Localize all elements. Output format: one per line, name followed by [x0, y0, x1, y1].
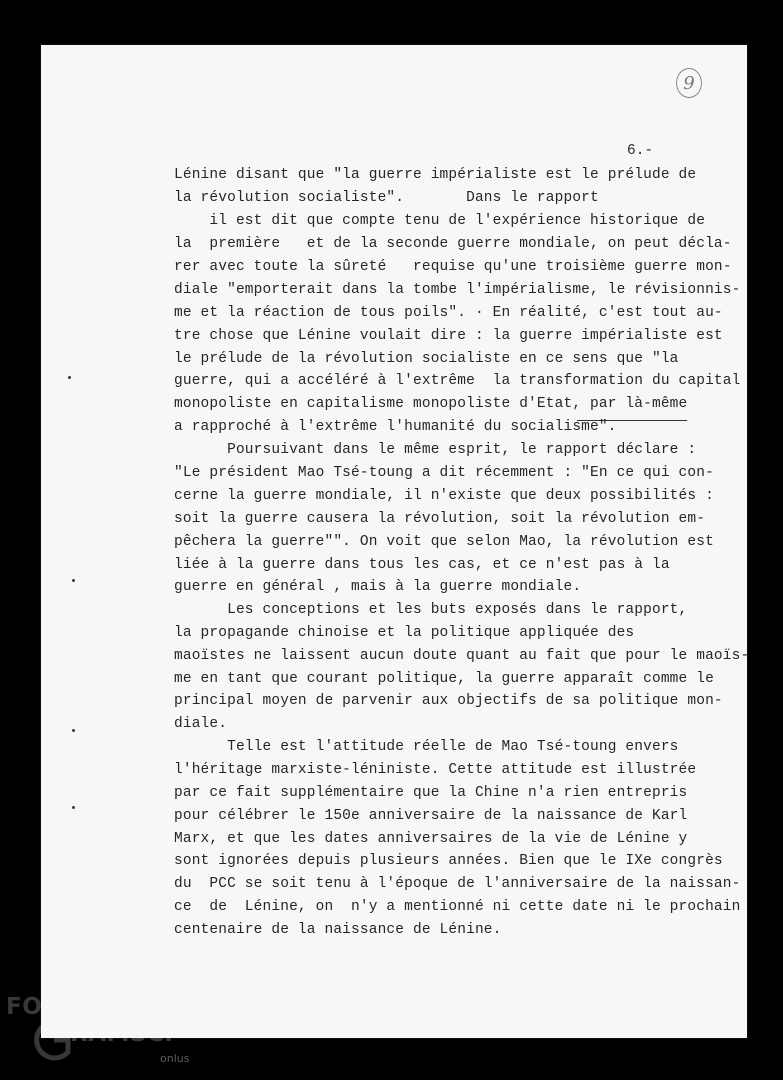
text-line: par ce fait supplémentaire que la Chine n'a rien entrepris — [174, 785, 688, 801]
text-line: la propagande chinoise et la politique appliquée des — [174, 625, 635, 641]
text-line: sont ignorées depuis plusieurs années. Bien que le IXe congrès — [174, 853, 723, 869]
text-line: il est dit que compte tenu de l'expérience historique de — [174, 213, 706, 229]
watermark-line1: FONDAZIONE — [6, 994, 183, 1020]
margin-dot — [72, 729, 75, 732]
text-line: me en tant que courant politique, la guerre apparaît comme le — [174, 671, 714, 687]
text-line: le prélude de la révolution socialiste en ce sens que "la — [174, 351, 679, 367]
text-line: la première et de la seconde guerre mondiale, on peut décla- — [174, 236, 732, 252]
text-line: me et la réaction de tous poils". · En réalité, c'est tout au- — [174, 305, 723, 321]
text-line: Telle est l'attitude réelle de Mao Tsé-toung envers — [174, 739, 679, 755]
text-line: diale. — [174, 716, 228, 732]
margin-dot — [68, 376, 71, 379]
text-line: ce de Lénine, on n'y a mentionné ni cette date ni le prochain — [174, 899, 741, 915]
text-line: "Le président Mao Tsé-toung a dit récemment : "En ce qui con- — [174, 465, 714, 481]
text-line: cerne la guerre mondiale, il n'existe que deux possibilités : — [174, 488, 714, 504]
text-line: soit la guerre causera la révolution, soit la révolution em- — [174, 511, 706, 527]
text-line: guerre, qui a accéléré à l'extrême la transformation du capital — [174, 373, 741, 389]
watermark-line3: onlus — [160, 1052, 190, 1065]
text-line: diale "emporterait dans la tombe l'impérialisme, le révisionnis- — [174, 282, 741, 298]
text-line: principal moyen de parvenir aux objectifs de sa politique mon- — [174, 693, 723, 709]
gramsci-logo-icon — [34, 1018, 74, 1066]
page-number: 6.- — [627, 143, 654, 159]
text-line: la révolution socialiste". Dans le rapport — [174, 190, 599, 206]
text-line: l'héritage marxiste-léniniste. Cette attitude est illustrée — [174, 762, 697, 778]
text-line: Marx, et que les dates anniversaires de la vie de Lénine y — [174, 831, 688, 847]
text-line: monopoliste en capitalisme monopoliste d'Etat, par là-même — [174, 396, 688, 412]
text-line: a rapproché à l'extrême l'humanité du socialisme". — [174, 419, 617, 435]
text-line: pour célébrer le 150e anniversaire de la naissance de Karl — [174, 808, 688, 824]
margin-dot — [72, 579, 75, 582]
text-line: pêchera la guerre"". On voit que selon Mao, la révolution est — [174, 534, 714, 550]
text-line: guerre en général , mais à la guerre mondiale. — [174, 579, 582, 595]
text-line: tre chose que Lénine voulait dire : la guerre impérialiste est — [174, 328, 723, 344]
text-line: Les conceptions et les buts exposés dans le rapport, — [174, 602, 688, 618]
text-line: maoïstes ne laissent aucun doute quant au fait que pour le maoïs- — [174, 648, 750, 664]
margin-dot — [72, 806, 75, 809]
text-line: Poursuivant dans le même esprit, le rapport déclare : — [174, 442, 697, 458]
text-line: rer avec toute la sûreté requise qu'une troisième guerre mon- — [174, 259, 732, 275]
text-line: centenaire de la naissance de Lénine. — [174, 922, 502, 938]
text-line: Lénine disant que "la guerre impérialiste est le prélude de — [174, 167, 697, 183]
underline-mark — [577, 420, 687, 421]
text-line: du PCC se soit tenu à l'époque de l'anniversaire de la naissan- — [174, 876, 741, 892]
circled-page-number: 9 — [676, 68, 702, 98]
text-line: liée à la guerre dans tous les cas, et ce n'est pas à la — [174, 557, 670, 573]
fondazione-gramsci-watermark — [0, 990, 200, 1080]
watermark-line2: RAMSCI — [70, 1021, 174, 1047]
